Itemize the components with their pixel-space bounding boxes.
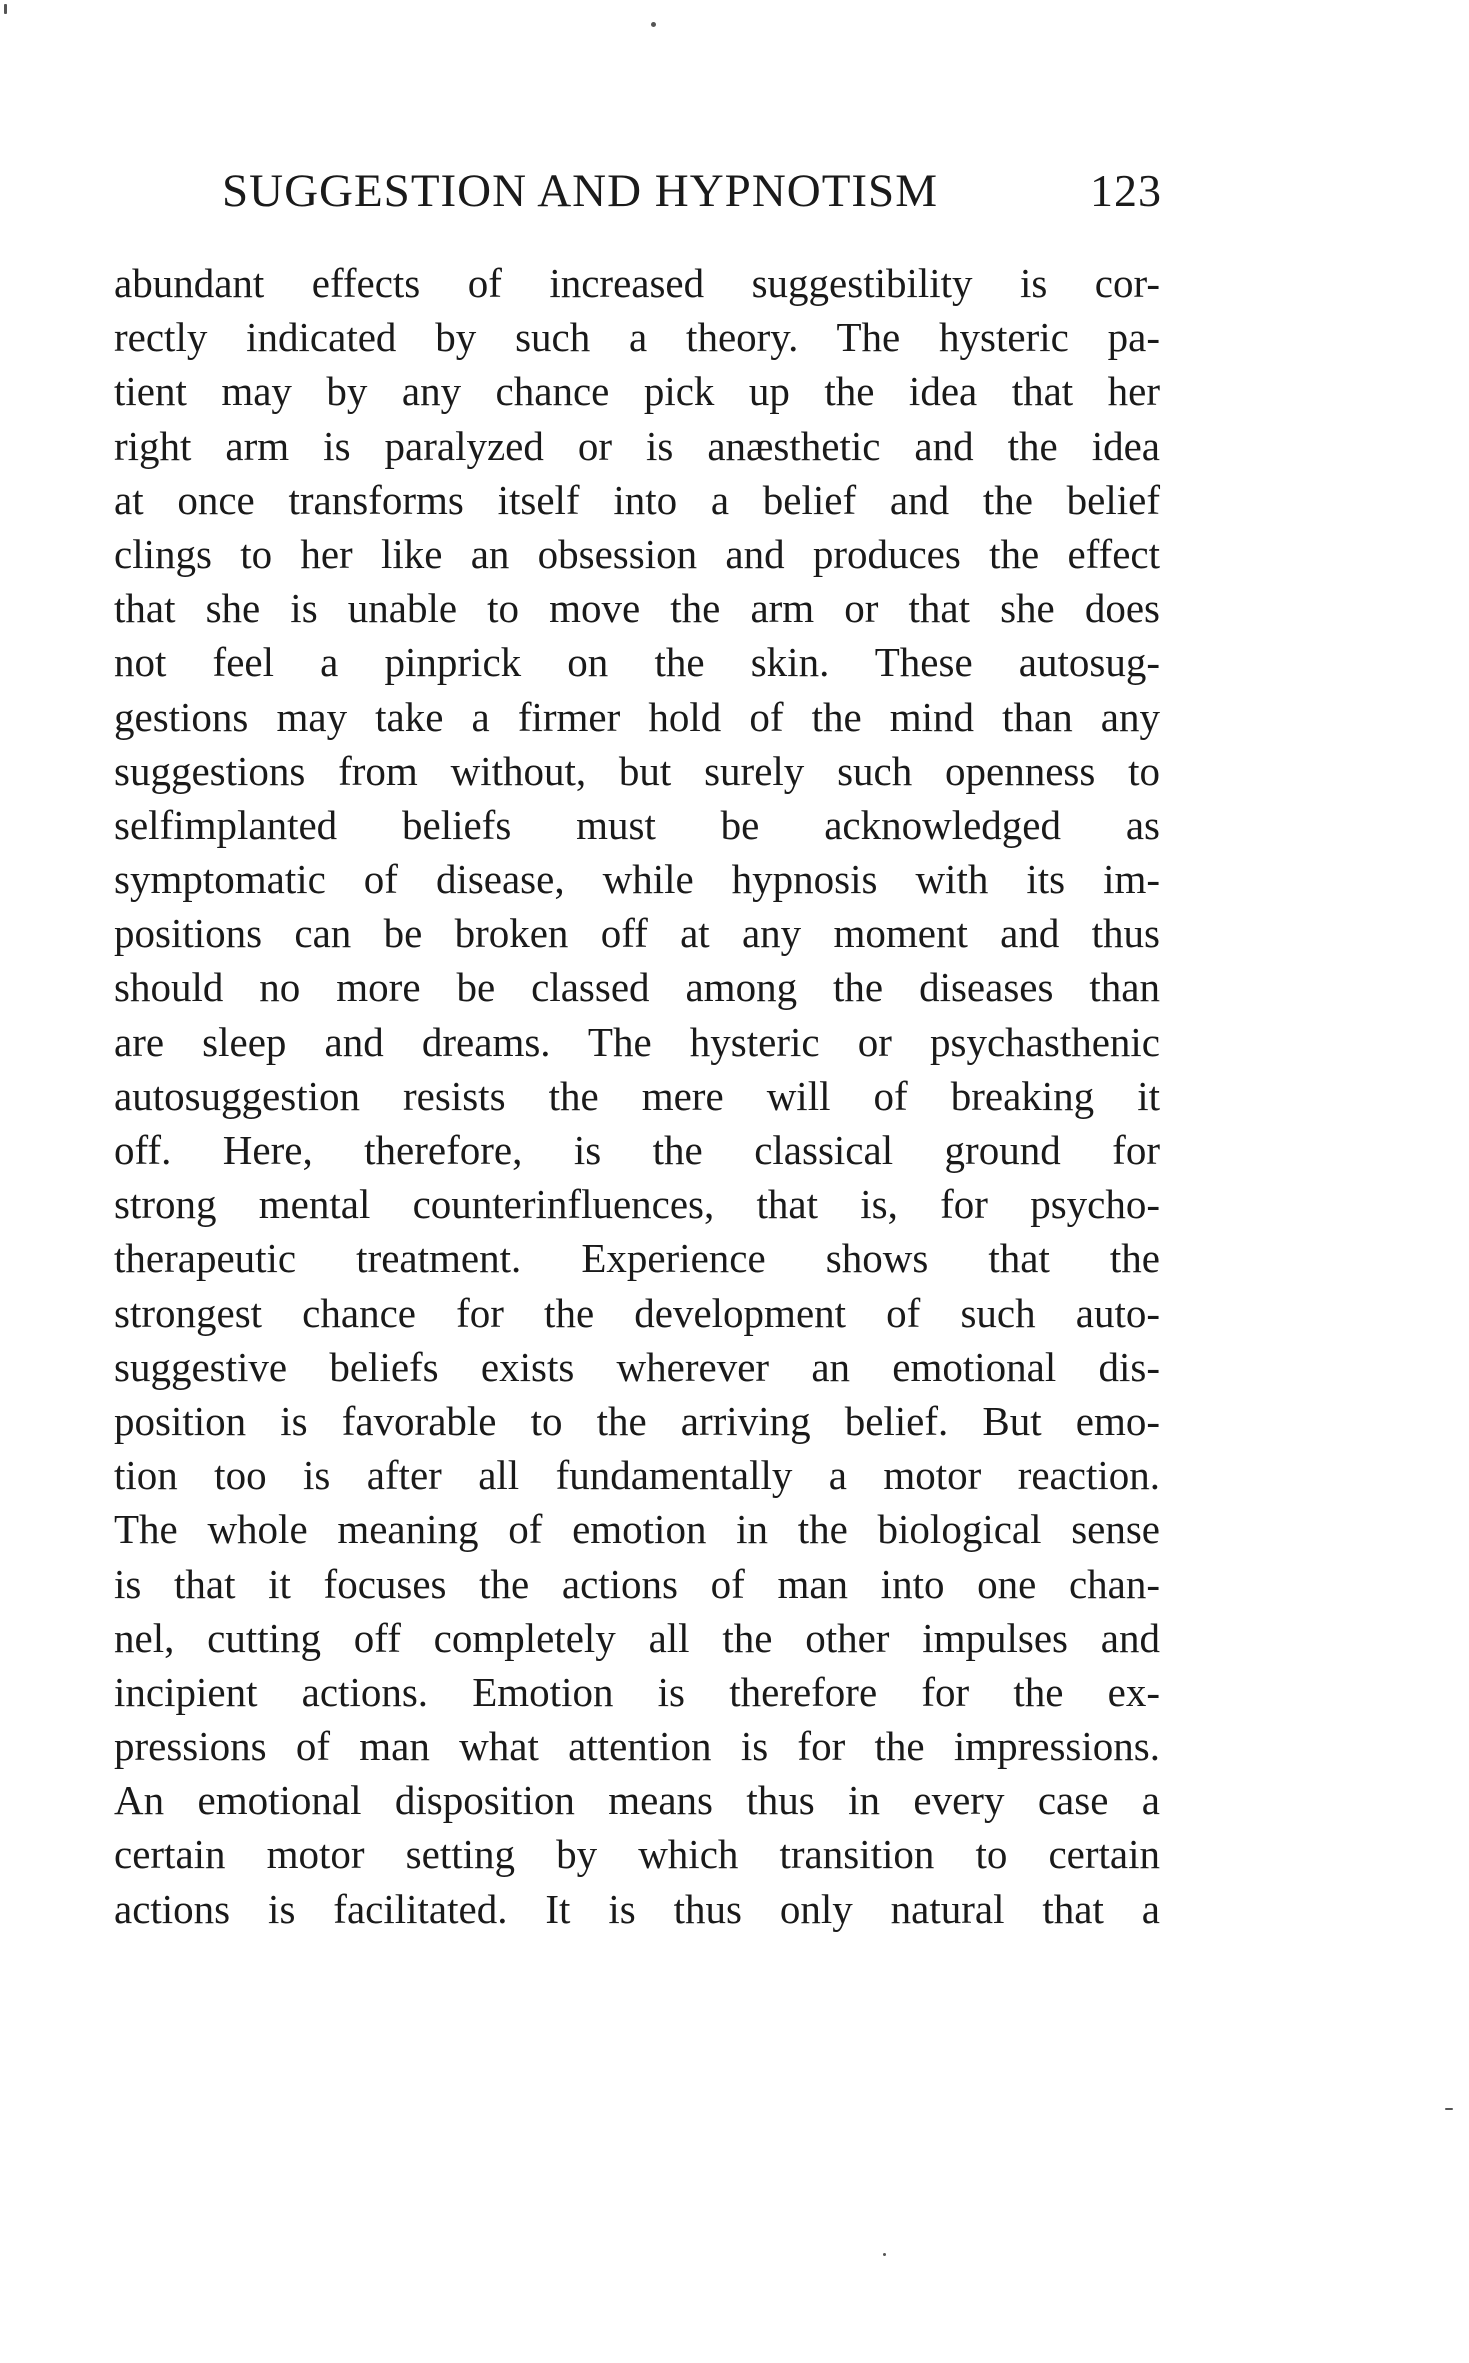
text-line: at once transforms itself into a belief and the belief xyxy=(114,476,1160,523)
text-line: suggestive beliefs exists wherever an emotional dis- xyxy=(114,1343,1160,1390)
text-line: pressions of man what attention is for the impressions. xyxy=(114,1723,1160,1770)
scan-speck xyxy=(651,22,656,27)
text-line: are sleep and dreams. The hysteric or psychasthenic xyxy=(114,1018,1160,1065)
running-title: SUGGESTION AND HYPNOTISM xyxy=(222,165,938,217)
text-line: tient may by any chance pick up the idea that her xyxy=(114,368,1160,415)
text-line: position is favorable to the arriving belief. But emo- xyxy=(114,1397,1160,1444)
text-line: strongest chance for the development of such auto- xyxy=(114,1289,1160,1336)
text-line: that she is unable to move the arm or that she does xyxy=(114,585,1160,632)
text-line: incipient actions. Emotion is therefore for the ex- xyxy=(114,1668,1160,1715)
running-head xyxy=(222,164,1162,224)
text-line: right arm is paralyzed or is anæsthetic and the idea xyxy=(114,422,1160,469)
text-line: selfimplanted beliefs must be acknowledged as xyxy=(114,801,1160,848)
text-line: nel, cutting off completely all the other impulses and xyxy=(114,1614,1160,1661)
text-line: strong mental counterinfluences, that is, for psycho- xyxy=(114,1181,1160,1228)
text-line: abundant effects of increased suggestibility is cor- xyxy=(114,260,1160,306)
text-line: An emotional disposition means thus in every case a xyxy=(114,1777,1160,1824)
text-line: therapeutic treatment. Experience shows that the xyxy=(114,1235,1160,1282)
scan-speck xyxy=(883,2253,886,2256)
page-number: 123 xyxy=(1090,165,1162,216)
scan-speck xyxy=(1445,2108,1453,2110)
text-line: gestions may take a firmer hold of the mind than any xyxy=(114,693,1160,740)
text-line: suggestions from without, but surely such openness to xyxy=(114,747,1160,794)
text-line: clings to her like an obsession and produces the effect xyxy=(114,530,1160,577)
body-text xyxy=(114,256,1160,1936)
text-line: tion too is after all fundamentally a motor reaction. xyxy=(114,1452,1160,1499)
text-line: certain motor setting by which transition to certain xyxy=(114,1831,1160,1878)
text-line: The whole meaning of emotion in the biological sense xyxy=(114,1506,1160,1553)
text-line: symptomatic of disease, while hypnosis with its im- xyxy=(114,856,1160,903)
scan-speck xyxy=(4,4,7,14)
text-line: actions is facilitated. It is thus only natural that a xyxy=(114,1885,1160,1932)
text-line: positions can be broken off at any moment and thus xyxy=(114,910,1160,957)
text-line: rectly indicated by such a theory. The hysteric pa- xyxy=(114,314,1160,361)
text-line: should no more be classed among the diseases than xyxy=(114,964,1160,1011)
text-line: is that it focuses the actions of man into one chan- xyxy=(114,1560,1160,1607)
text-line: not feel a pinprick on the skin. These autosug- xyxy=(114,639,1160,686)
text-line: autosuggestion resists the mere will of breaking it xyxy=(114,1072,1160,1119)
text-line: off. Here, therefore, is the classical ground for xyxy=(114,1127,1160,1173)
